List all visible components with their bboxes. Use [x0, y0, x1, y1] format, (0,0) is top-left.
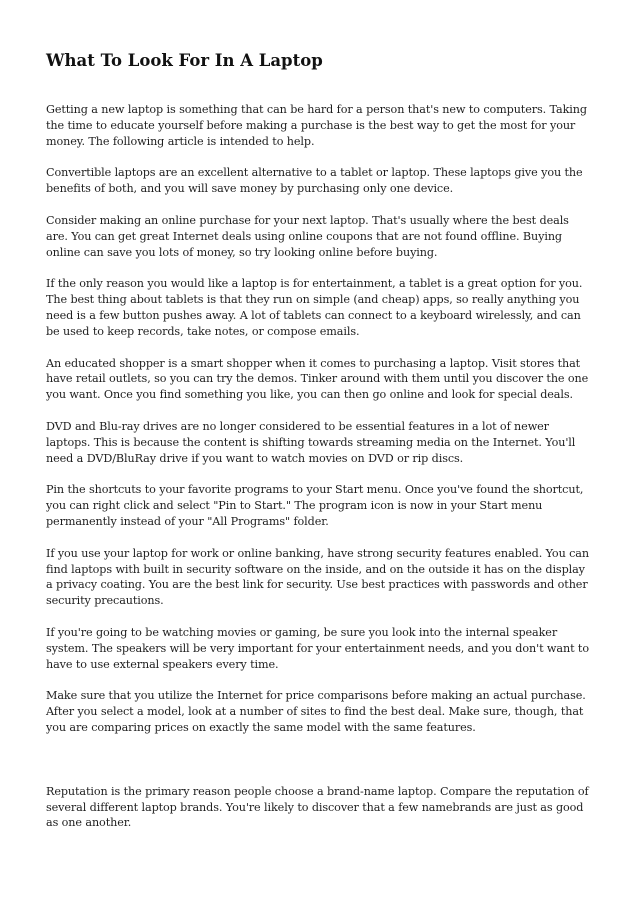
paragraph-online-purchase: Consider making an online purchase for your next laptop. That's usually where the best deals are. You can get great Internet deals using online coupons that are not found offline. Buying online can save you lots of money, so try looking online before buying.: [46, 213, 569, 259]
paragraph-speakers: If you're going to be watching movies or gaming, be sure you look into the internal speaker system. The speakers will be very important for your entertainment needs, and you don't want to have to use external speakers every time.: [46, 625, 589, 671]
paragraph-convertible: Convertible laptops are an excellent alternative to a tablet or laptop. These laptops give you the benefits of both, and you will save money by purchasing only one device.: [46, 166, 583, 196]
paragraph-intro: Getting a new laptop is something that can be hard for a person that's new to computers. Taking the time to educate yourself before making a purchase is the best way to get the most for your money. The following article is intended to help.: [46, 103, 587, 148]
paragraph-dvd-bluray: DVD and Blu-ray drives are no longer considered to be essential features in a lot of newer laptops. This is because the content is shifting towards streaming media on the Internet. You'll need a DVD/BluRay drive if you want to watch movies on DVD or rip discs.: [46, 419, 576, 465]
paragraph-price-comparison: Make sure that you utilize the Internet for price comparisons before making an actual purchase. After you select a model, look at a number of sites to find the best deal. Make sure, though, that you are comparing prices on exactly the same model with the same features.: [46, 689, 586, 734]
document-body: [46, 102, 594, 847]
paragraph-pin-shortcuts: Pin the shortcuts to your favorite programs to your Start menu. Once you've found the shortcut, you can right click and select "Pin to Start." The program icon is now in your Start menu permanently instead of your "All Programs" folder.: [46, 483, 584, 528]
paragraph-security: If you use your laptop for work or online banking, have strong security features enabled. You can find laptops with built in security software on the inside, and on the outside it has on the display a privacy coating. You are the best link for security. Use best practices with passwords and other security precautions.: [46, 546, 589, 608]
document-title: What To Look For In A Laptop: [46, 51, 323, 70]
paragraph-educated-shopper: An educated shopper is a smart shopper when it comes to purchasing a laptop. Visit stores that have retail outlets, so you can try the demos. Tinker around with them until you discover the one you want. Once you find something you like, you can then go online and look for special deals.: [46, 356, 589, 402]
paragraph-reputation: Reputation is the primary reason people choose a brand-name laptop. Compare the reputation of several different laptop brands. You're likely to discover that a few namebrands are just as good as one another.: [46, 784, 589, 830]
paragraph-tablets: If the only reason you would like a laptop is for entertainment, a tablet is a great option for you. The best thing about tablets is that they run on simple (and cheap) apps, so really anything you need is a few button pushes away. A lot of tablets can connect to a keyboard wirelessly, and can be used to keep records, take notes, or compose emails.: [46, 277, 583, 338]
